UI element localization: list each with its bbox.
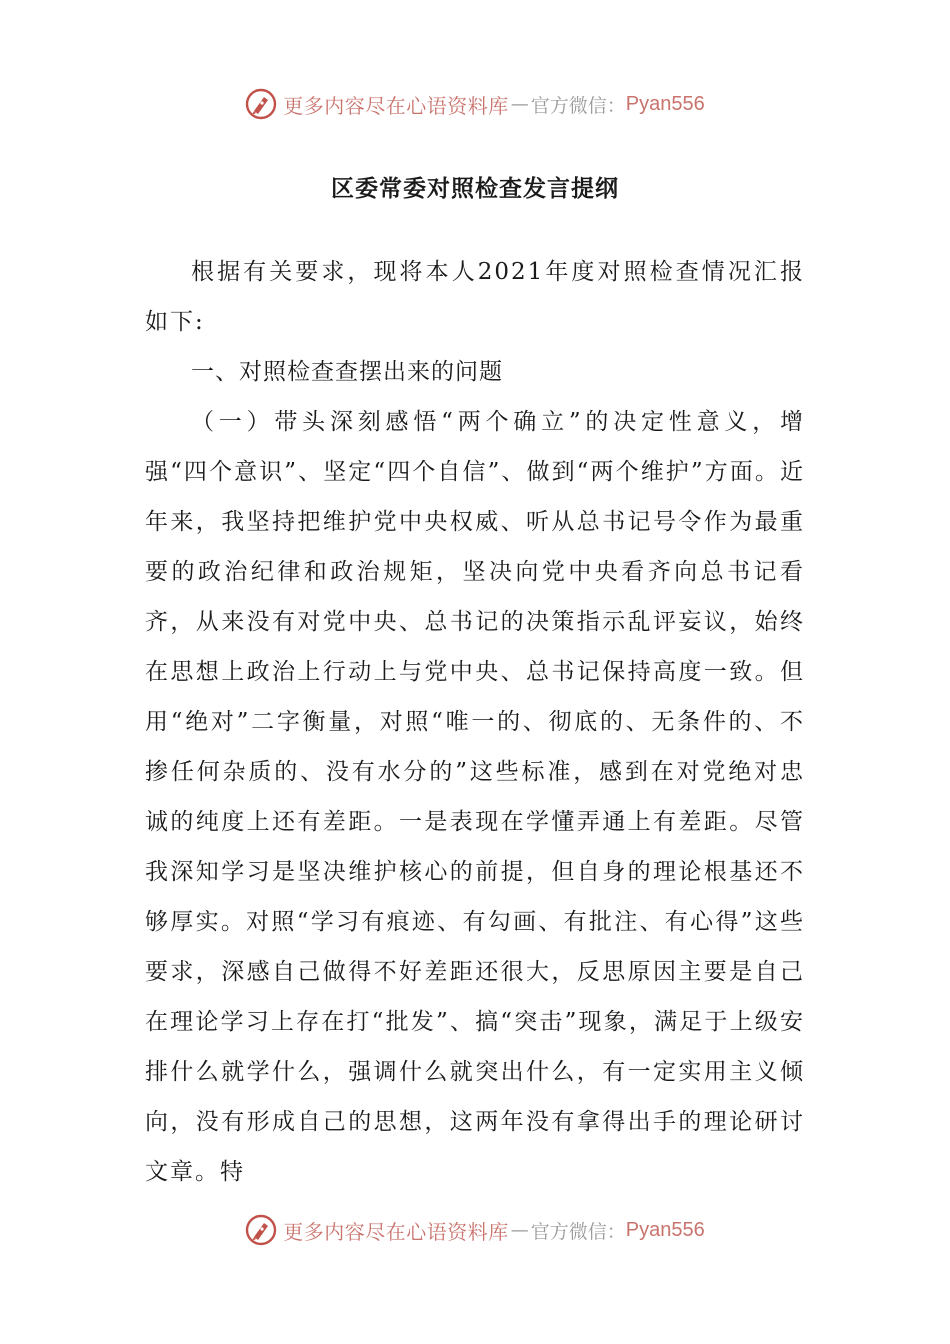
footer-watermark-banner [0,1210,950,1250]
document-body [145,247,805,1197]
section-heading: 一、对照检查查摆出来的问题 [191,359,503,385]
banner-main-text: 更多内容尽在心语资料库 [283,1219,509,1244]
pen-nib-logo-icon [245,1214,277,1246]
document-title: 区委常委对照检查发言提纲 [331,175,619,202]
banner-wechat-id: Pyan556 [625,1218,705,1241]
intro-paragraph: 根据有关要求，现将本人2021年度对照检查情况汇报如下: [145,259,805,335]
pen-nib-logo-icon [245,88,277,120]
banner-wechat-id: Pyan556 [625,92,705,115]
banner-wechat-label: 官方微信： [530,94,626,117]
banner-main-text: 更多内容尽在心语资料库 [283,93,509,118]
banner-dash: — [510,93,529,115]
header-watermark-banner [0,84,950,124]
banner-wechat-label: 官方微信： [530,1220,626,1243]
body-paragraph: （一）带头深刻感悟“两个确立”的决定性意义，增强“四个意识”、坚定“四个自信”、做到“两个维护”方面。近年来，我坚持把维护党中央权威、听从总书记号令作为最重要的政治纪律和政治规矩，坚决向党中央看齐向总书记看齐，从来没有对党中央、总书记的决策指示乱评妄议，始终在思想上政治上行动上与党中央、总书记保持高度一致。但用“绝对”二字衡量，对照“唯一的、彻底的、无条件的、不掺任何杂质的、没有水分的”这些标准，感到在对党绝对忠诚的纯度上还有差距。一是表现在学懂弄通上有差距。尽管我深知学习是坚决维护核心的前提，但自身的理论根基还不够厚实。对照“学习有痕迹、有勾画、有批注、有心得”这些要求，深感自己做得不好差距还很大，反思原因主要是自己在理论学习上存在打“批发”、搞“突击”现象，满足于上级安排什么就学什么，强调什么就突出什么，有一定实用主义倾向，没有形成自己的思想，这两年没有拿得出手的理论研讨文章。特 [145,409,805,1185]
banner-dash: — [510,1219,529,1241]
